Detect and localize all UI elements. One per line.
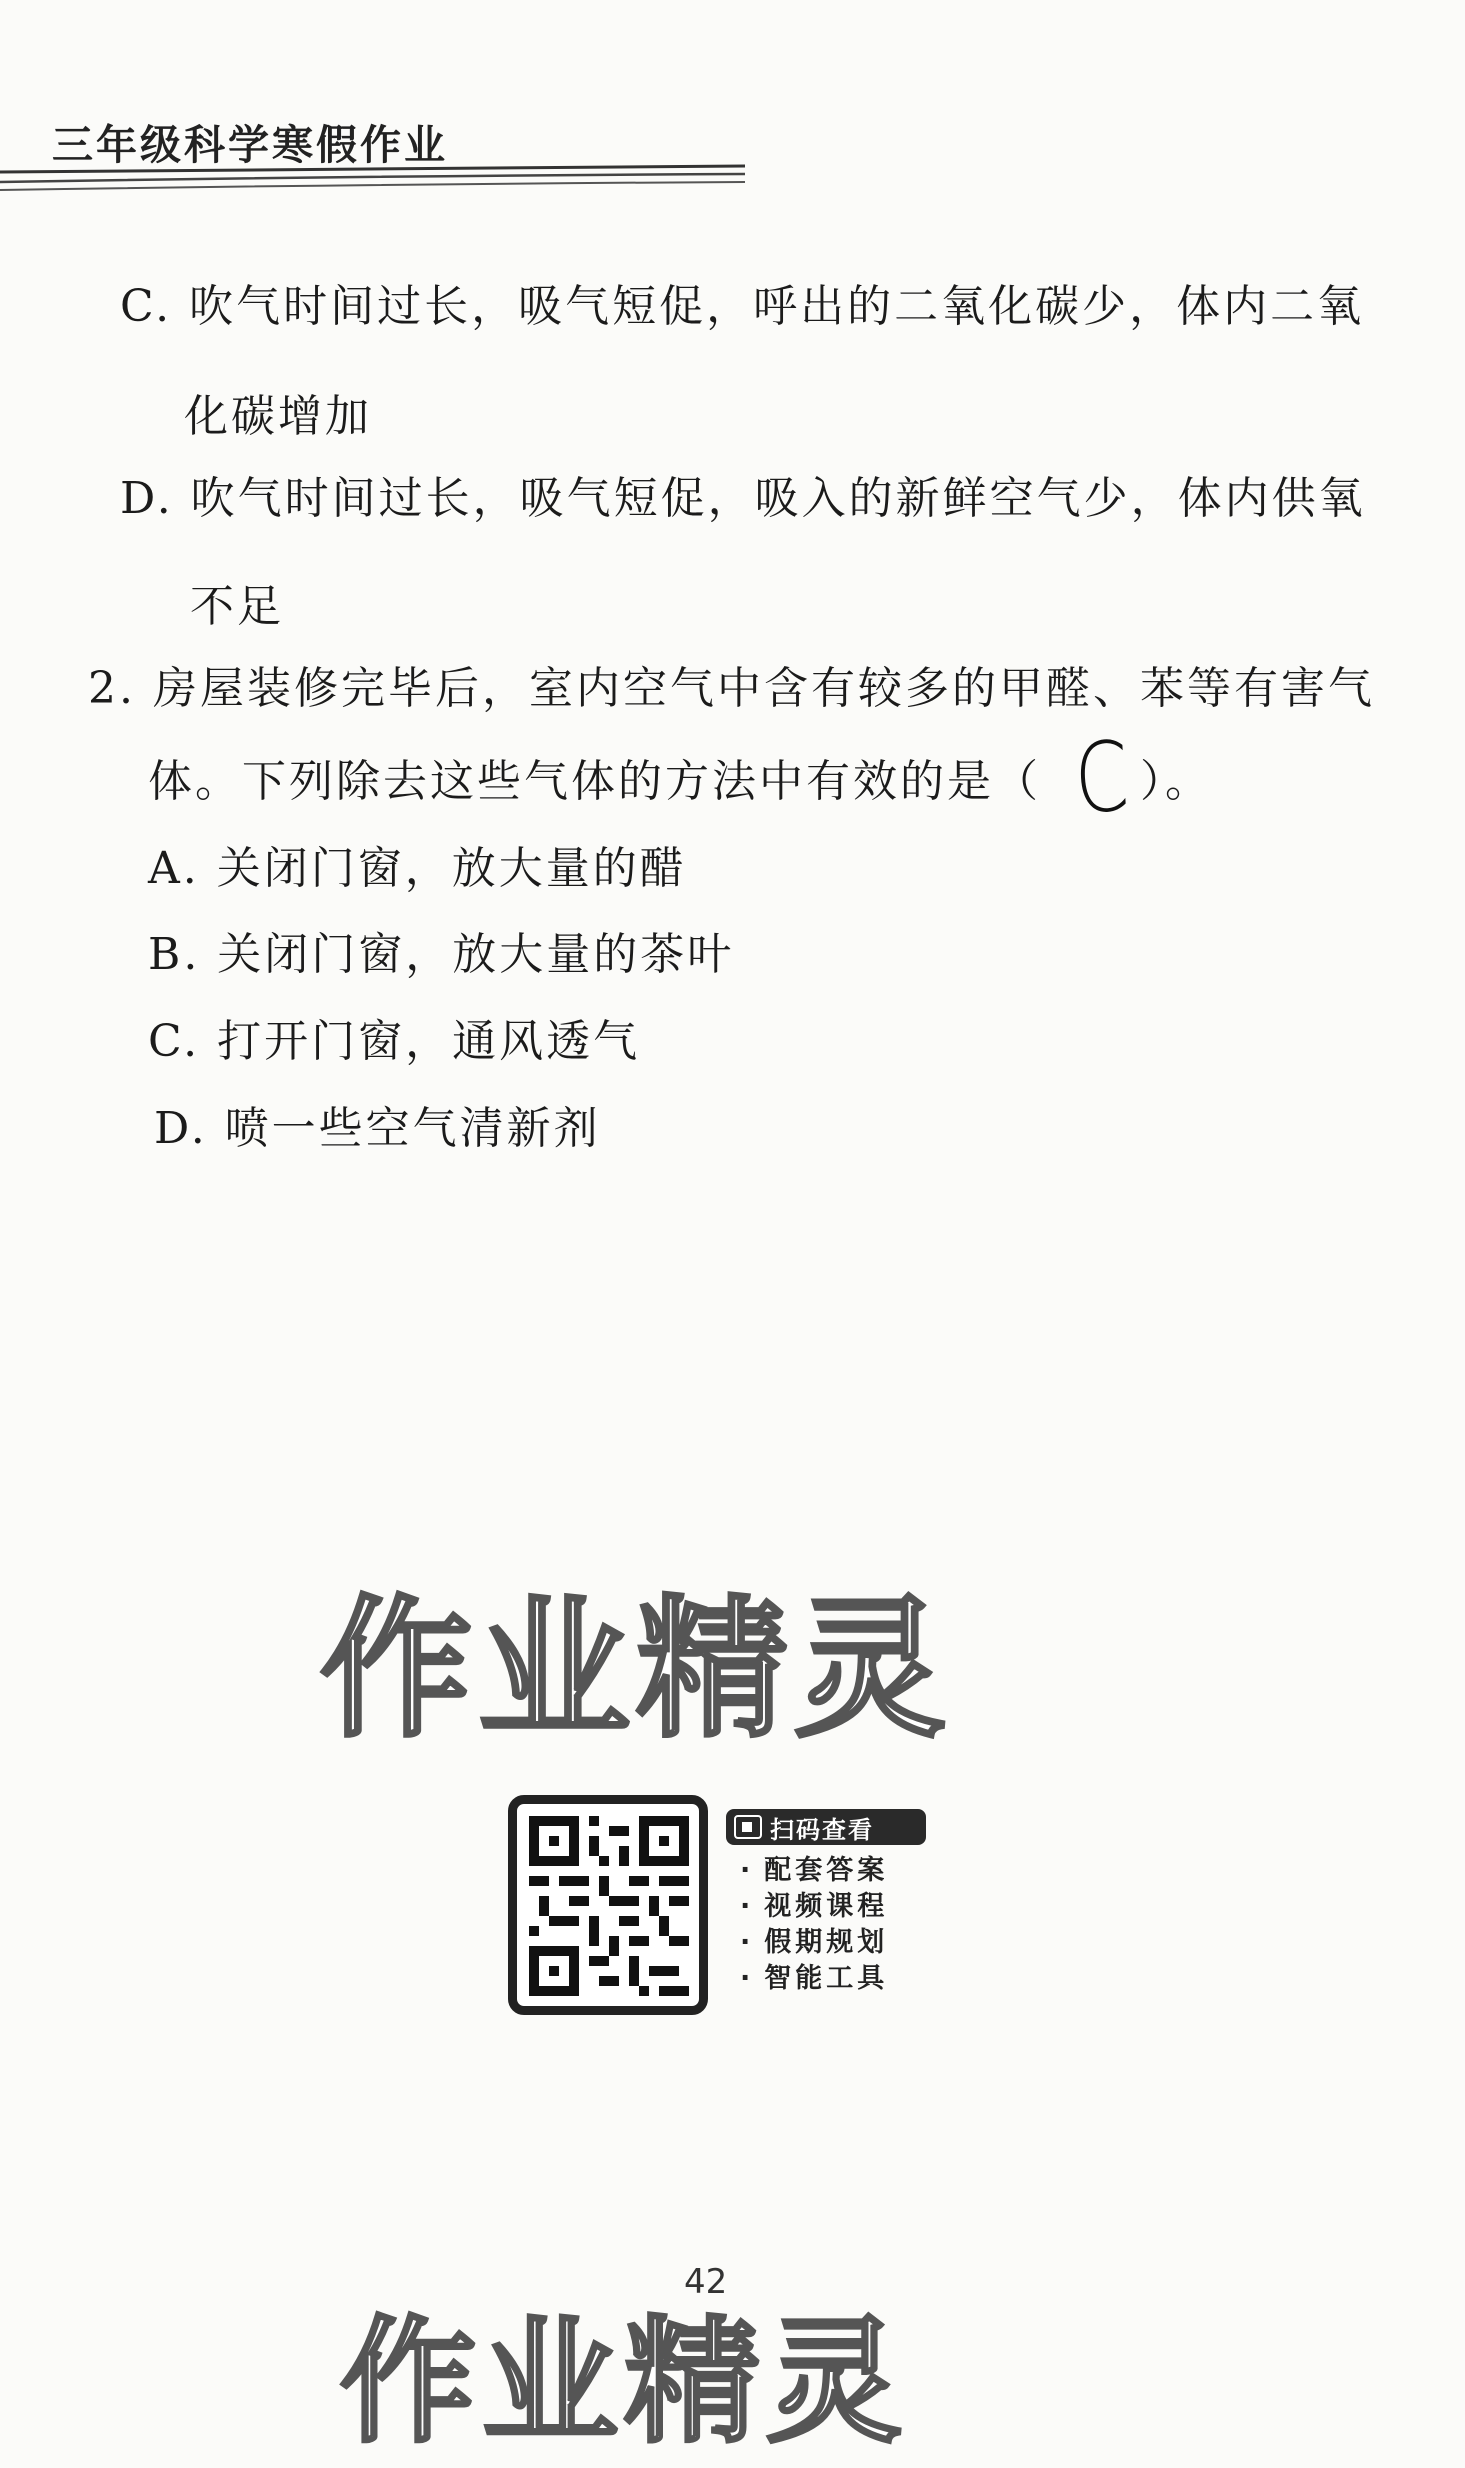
q2-option-c: C. 打开门窗，通风透气	[148, 1016, 641, 1067]
qr-feature-item: · 假期规划	[740, 1925, 888, 1961]
q2-option-b: B. 关闭门窗，放大量的茶叶	[148, 929, 735, 980]
q2-stem-line2: 体。下列除去这些气体的方法中有效的是（	[148, 756, 1041, 807]
qr-feature-item: · 智能工具	[740, 1961, 888, 1997]
q2-stem-close: ）。	[1140, 756, 1212, 807]
header-rule	[0, 160, 745, 200]
q1-option-c-line1: C. 吹气时间过长，吸气短促，呼出的二氧化碳少，体内二氧	[120, 281, 1365, 332]
q1-option-d-line1: D. 吹气时间过长，吸气短促，吸入的新鲜空气少，体内供氧	[120, 473, 1366, 524]
qr-feature-item: · 配套答案	[740, 1853, 888, 1889]
handwritten-answer: C	[1071, 719, 1132, 837]
q2-option-d: D. 喷一些空气清新剂	[154, 1103, 601, 1154]
scan-badge-label: 扫码查看	[770, 1815, 874, 1844]
q1-option-c-line2: 化碳增加	[184, 391, 372, 442]
scan-badge	[726, 1809, 926, 1845]
qr-code-pattern	[529, 1816, 689, 1996]
page-number: 42	[684, 2262, 728, 2302]
watermark-upper: 作业精灵	[320, 1581, 952, 1758]
qr-feature-item: · 视频课程	[740, 1889, 888, 1925]
q2-option-a: A. 关闭门窗，放大量的醋	[148, 843, 687, 894]
q1-option-d-line2: 不足	[190, 581, 284, 632]
header-title: 三年级科学寒假作业	[52, 121, 448, 169]
watermark-lower: 作业精灵	[340, 2304, 908, 2462]
q2-stem-line1: 2. 房屋装修完毕后，室内空气中含有较多的甲醛、苯等有害气	[88, 663, 1375, 714]
qr-feature-list	[740, 1853, 888, 1997]
qr-promo-card	[508, 1795, 928, 2015]
scan-icon	[734, 1815, 762, 1839]
qr-code[interactable]	[508, 1795, 708, 2015]
